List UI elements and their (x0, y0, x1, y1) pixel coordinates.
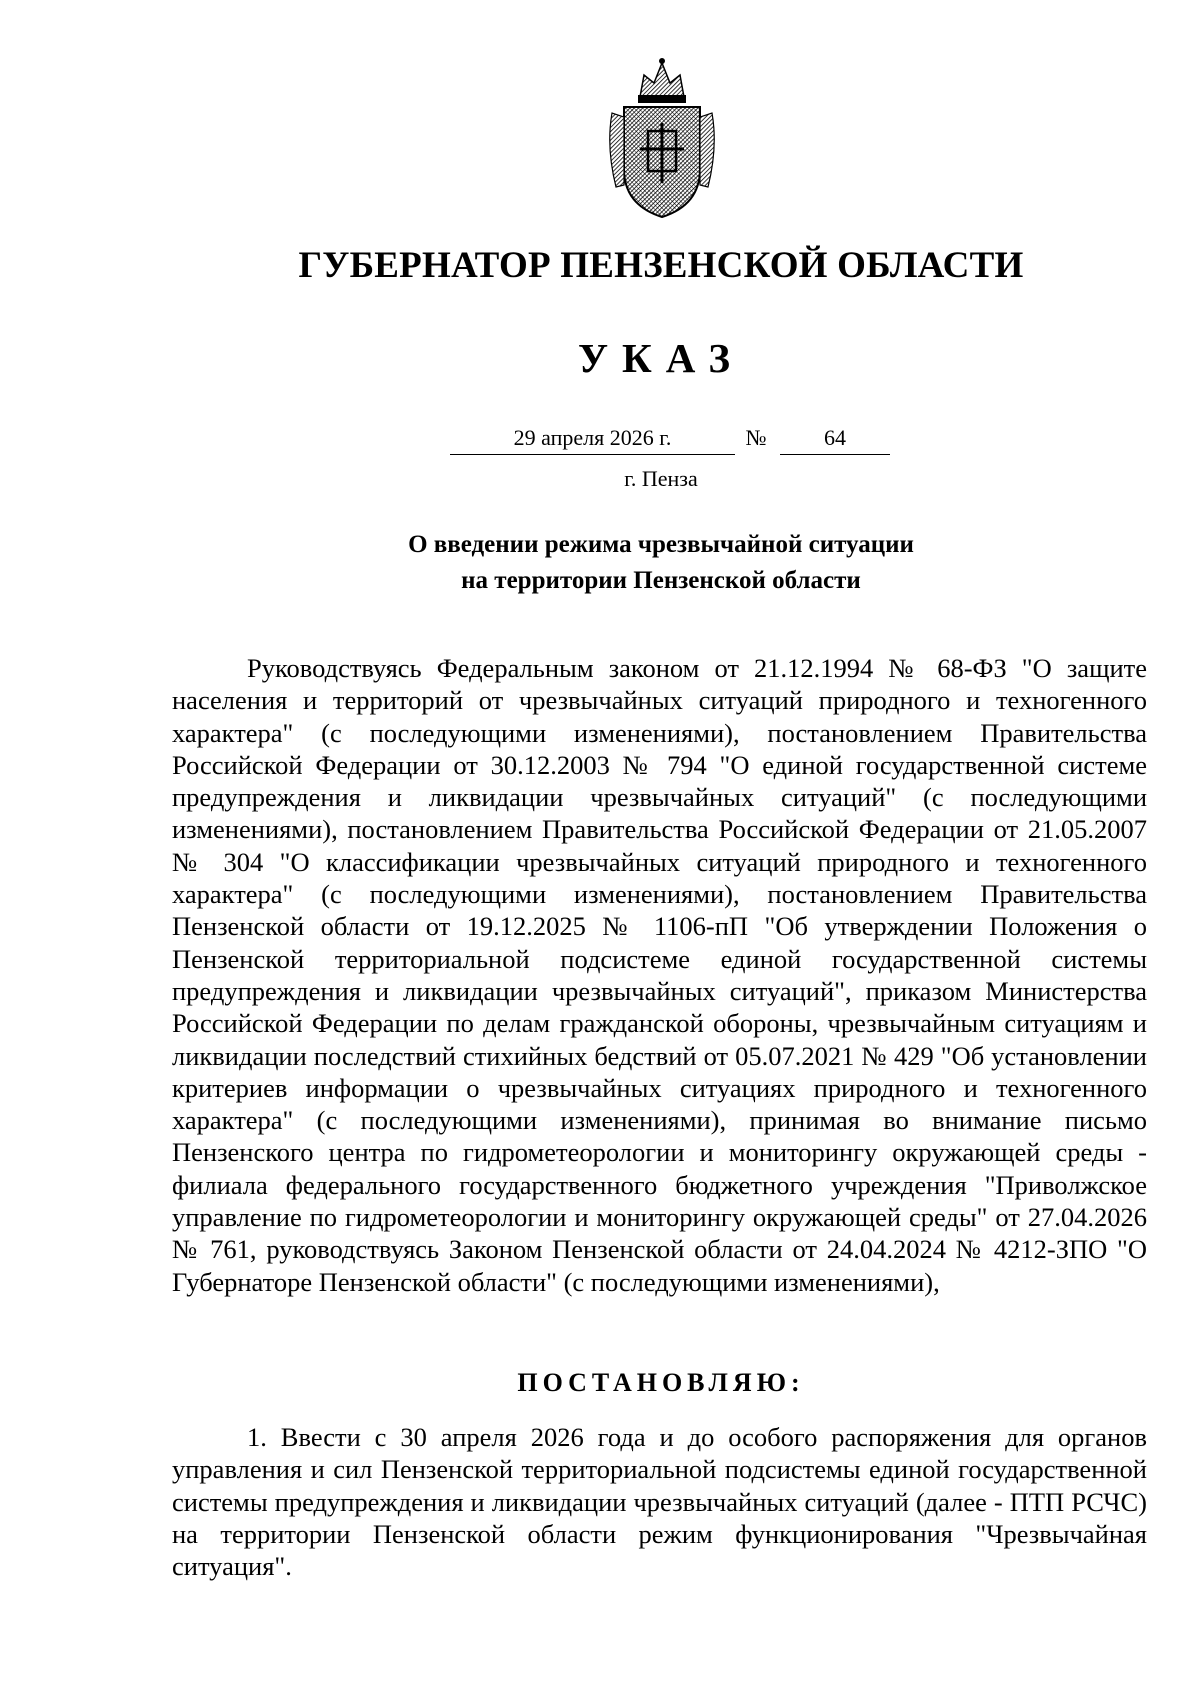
issuing-authority: ГУБЕРНАТОР ПЕНЗЕНСКОЙ ОБЛАСТИ (298, 245, 1024, 286)
document-number: 64 (824, 425, 846, 450)
preamble-paragraph: Руководствуясь Федеральным законом от 21.12.1994 № 68-ФЗ "О защите населения и территорий от чрезвычайных ситуаций природного и техногенного характера" (с последующими изменениями), постановлением Правительства Российской Федерации от 30.12.2003 № 794 "О единой государственной системе предупреждения и ликвидации чрезвычайных ситуаций" (с последующими изменениями), постановлением Правительства Российской Федерации от 21.05.2007 № 304 "О классификации чрезвычайных ситуаций природного и техногенного характера" (с последующими изменениями), постановлением Правительства Пензенской области от 19.12.2025 № 1106-пП "Об утверждении Положения о Пензенской территориальной подсистеме единой государственной системы предупреждения и ликвидации чрезвычайных ситуаций", приказом Министерства Российской Федерации по делам гражданской обороны, чрезвычайным ситуациям и ликвидации последствий стихийных бедствий от 05.07.2021 № 429 "Об установлении критериев информации о чрезвычайных ситуациях природного и техногенного характера" (с последующими изменениями), принимая во внимание письмо Пензенского центра по гидрометеорологии и мониторингу окружающей среды - филиала федерального государственного бюджетного учреждения "Приволжское управление по гидрометеорологии и мониторингу окружающей среды" от 27.04.2026 № 761, руководствуясь Законом Пензенской области от 24.04.2024 № 4212-ЗПО "О Губернаторе Пензенской области" (с последующими изменениями), (172, 653, 1147, 1297)
title-line-2: на территории Пензенской области (461, 567, 861, 594)
number-underline (780, 454, 890, 455)
date-underline (450, 454, 735, 455)
document-title (0, 527, 1200, 599)
decree-point-1: 1. Ввести с 30 апреля 2026 года и до особого распоряжения для органов управления и сил Пензенской территориальной подсистемы единой государственной системы предупреждения и ликвидации чрезвычайных ситуаций (далее - ПТП РСЧС) на территории Пензенской области режим функционирования "Чрезвычайная ситуация". (172, 1422, 1147, 1582)
decree-points (172, 1421, 1147, 1582)
document-type: УКАЗ (577, 335, 745, 381)
date-number-row (0, 425, 1200, 455)
number-sign: № (745, 425, 767, 450)
coat-of-arms-icon (604, 57, 720, 220)
resolve-heading: ПОСТАНОВЛЯЮ: (517, 1368, 805, 1397)
city: г. Пенза (624, 466, 698, 491)
preamble (172, 652, 1147, 1298)
document-date: 29 апреля 2026 г. (513, 425, 672, 450)
title-line-1: О введении режима чрезвычайной ситуации (408, 531, 914, 558)
